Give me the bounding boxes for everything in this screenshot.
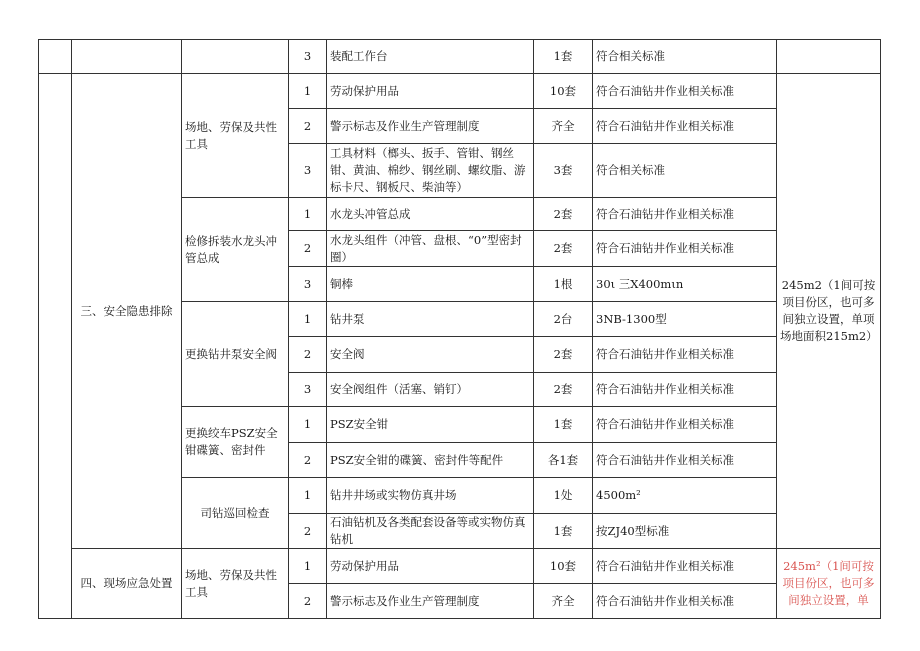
- item-qty: 3套: [534, 144, 593, 198]
- section-title: 三、安全隐患排除: [72, 74, 182, 549]
- item-qty: 1套: [534, 514, 593, 549]
- item-qty: 10套: [534, 549, 593, 584]
- item-qty: 齐全: [534, 109, 593, 144]
- item-no: 1: [289, 74, 327, 109]
- item-standard: 符合石油钻井作业相关标准: [593, 109, 777, 144]
- item-qty: 10套: [534, 74, 593, 109]
- item-no: 2: [289, 514, 327, 549]
- item-qty: 2台: [534, 302, 593, 337]
- item-name: 劳动保护用品: [327, 74, 534, 109]
- section-cell-empty: [72, 40, 182, 74]
- group-name: 场地、劳保及共性工具: [182, 549, 289, 619]
- area-note-red: 245m²（1间可按项目份区，也可多间独立设置，单: [777, 549, 881, 619]
- item-no: 3: [289, 144, 327, 198]
- item-standard: 符合相关标准: [593, 144, 777, 198]
- table-row: [39, 549, 881, 584]
- item-qty: 各1套: [534, 443, 593, 478]
- item-name: PSZ安全钳的碟簧、密封件等配件: [327, 443, 534, 478]
- item-standard: 符合石油钻井作业相关标准: [593, 74, 777, 109]
- item-standard: 符合石油钻井作业相关标准: [593, 231, 777, 267]
- item-name: 钻井泵: [327, 302, 534, 337]
- item-standard: 符合石油钻井作业相关标准: [593, 373, 777, 407]
- item-standard: 4500m²: [593, 478, 777, 514]
- item-no: 1: [289, 302, 327, 337]
- item-no: 1: [289, 478, 327, 514]
- item-name: 铜棒: [327, 267, 534, 302]
- item-no: 2: [289, 231, 327, 267]
- item-name: 钻井井场或实物仿真井场: [327, 478, 534, 514]
- item-qty: 2套: [534, 373, 593, 407]
- item-standard: 3NB-1300型: [593, 302, 777, 337]
- margin-cell: [39, 40, 72, 74]
- item-qty: 1套: [534, 407, 593, 443]
- item-standard: 符合石油钻井作业相关标准: [593, 337, 777, 373]
- item-no: 3: [289, 373, 327, 407]
- item-qty: 1根: [534, 267, 593, 302]
- table-row: [39, 74, 881, 109]
- item-qty: 1套: [534, 40, 593, 74]
- item-name: PSZ安全钳: [327, 407, 534, 443]
- item-name: 劳动保护用品: [327, 549, 534, 584]
- item-name: 警示标志及作业生产管理制度: [327, 584, 534, 619]
- group-name: 场地、劳保及共性工具: [182, 74, 289, 198]
- item-standard: 符合石油钻井作业相关标准: [593, 443, 777, 478]
- group-name: 更换钻井泵安全阀: [182, 302, 289, 407]
- item-standard: 符合石油钻井作业相关标准: [593, 584, 777, 619]
- item-standard: 30ι 三X400mιn: [593, 267, 777, 302]
- item-standard: 符合相关标准: [593, 40, 777, 74]
- item-no: 2: [289, 443, 327, 478]
- item-no: 3: [289, 40, 327, 74]
- item-name: 装配工作台: [327, 40, 534, 74]
- item-name: 水龙头冲管总成: [327, 198, 534, 231]
- equipment-table: [38, 39, 881, 619]
- group-cell-empty: [182, 40, 289, 74]
- item-name: 安全阀组件（活塞、销钉）: [327, 373, 534, 407]
- item-no: 3: [289, 267, 327, 302]
- item-qty: 齐全: [534, 584, 593, 619]
- note-cell-empty: [777, 40, 881, 74]
- group-name: 更换绞车PSZ安全钳碟簧、密封件: [182, 407, 289, 478]
- table-row: [39, 40, 881, 74]
- item-name: 石油钻机及各类配套设备等或实物仿真钻机: [327, 514, 534, 549]
- item-standard: 符合石油钻井作业相关标准: [593, 549, 777, 584]
- item-standard: 符合石油钻井作业相关标准: [593, 198, 777, 231]
- item-qty: 1处: [534, 478, 593, 514]
- item-qty: 2套: [534, 337, 593, 373]
- item-no: 1: [289, 198, 327, 231]
- item-no: 2: [289, 337, 327, 373]
- item-no: 1: [289, 407, 327, 443]
- group-name: 司钻巡回检查: [182, 478, 289, 549]
- item-qty: 2套: [534, 198, 593, 231]
- area-note: 245m2（1间可按项目份区，也可多间独立设置，单项场地面积215m2）: [777, 74, 881, 549]
- group-name: 检修拆装水龙头冲管总成: [182, 198, 289, 302]
- item-no: 2: [289, 109, 327, 144]
- item-name: 警示标志及作业生产管理制度: [327, 109, 534, 144]
- item-standard: 符合石油钻井作业相关标准: [593, 407, 777, 443]
- item-name: 工具材料（榔头、扳手、管钳、钢丝钳、黄油、棉纱、钢丝刷、螺纹脂、游标卡尺、钢板尺、柴油等）: [327, 144, 534, 198]
- item-no: 2: [289, 584, 327, 619]
- item-name: 安全阀: [327, 337, 534, 373]
- section-title: 四、现场应急处置: [72, 549, 182, 619]
- item-name: 水龙头组件（冲管、盘根、“0”型密封圈）: [327, 231, 534, 267]
- item-no: 1: [289, 549, 327, 584]
- margin-cell: [39, 74, 72, 619]
- item-qty: 2套: [534, 231, 593, 267]
- item-standard: 按ZJ40型标准: [593, 514, 777, 549]
